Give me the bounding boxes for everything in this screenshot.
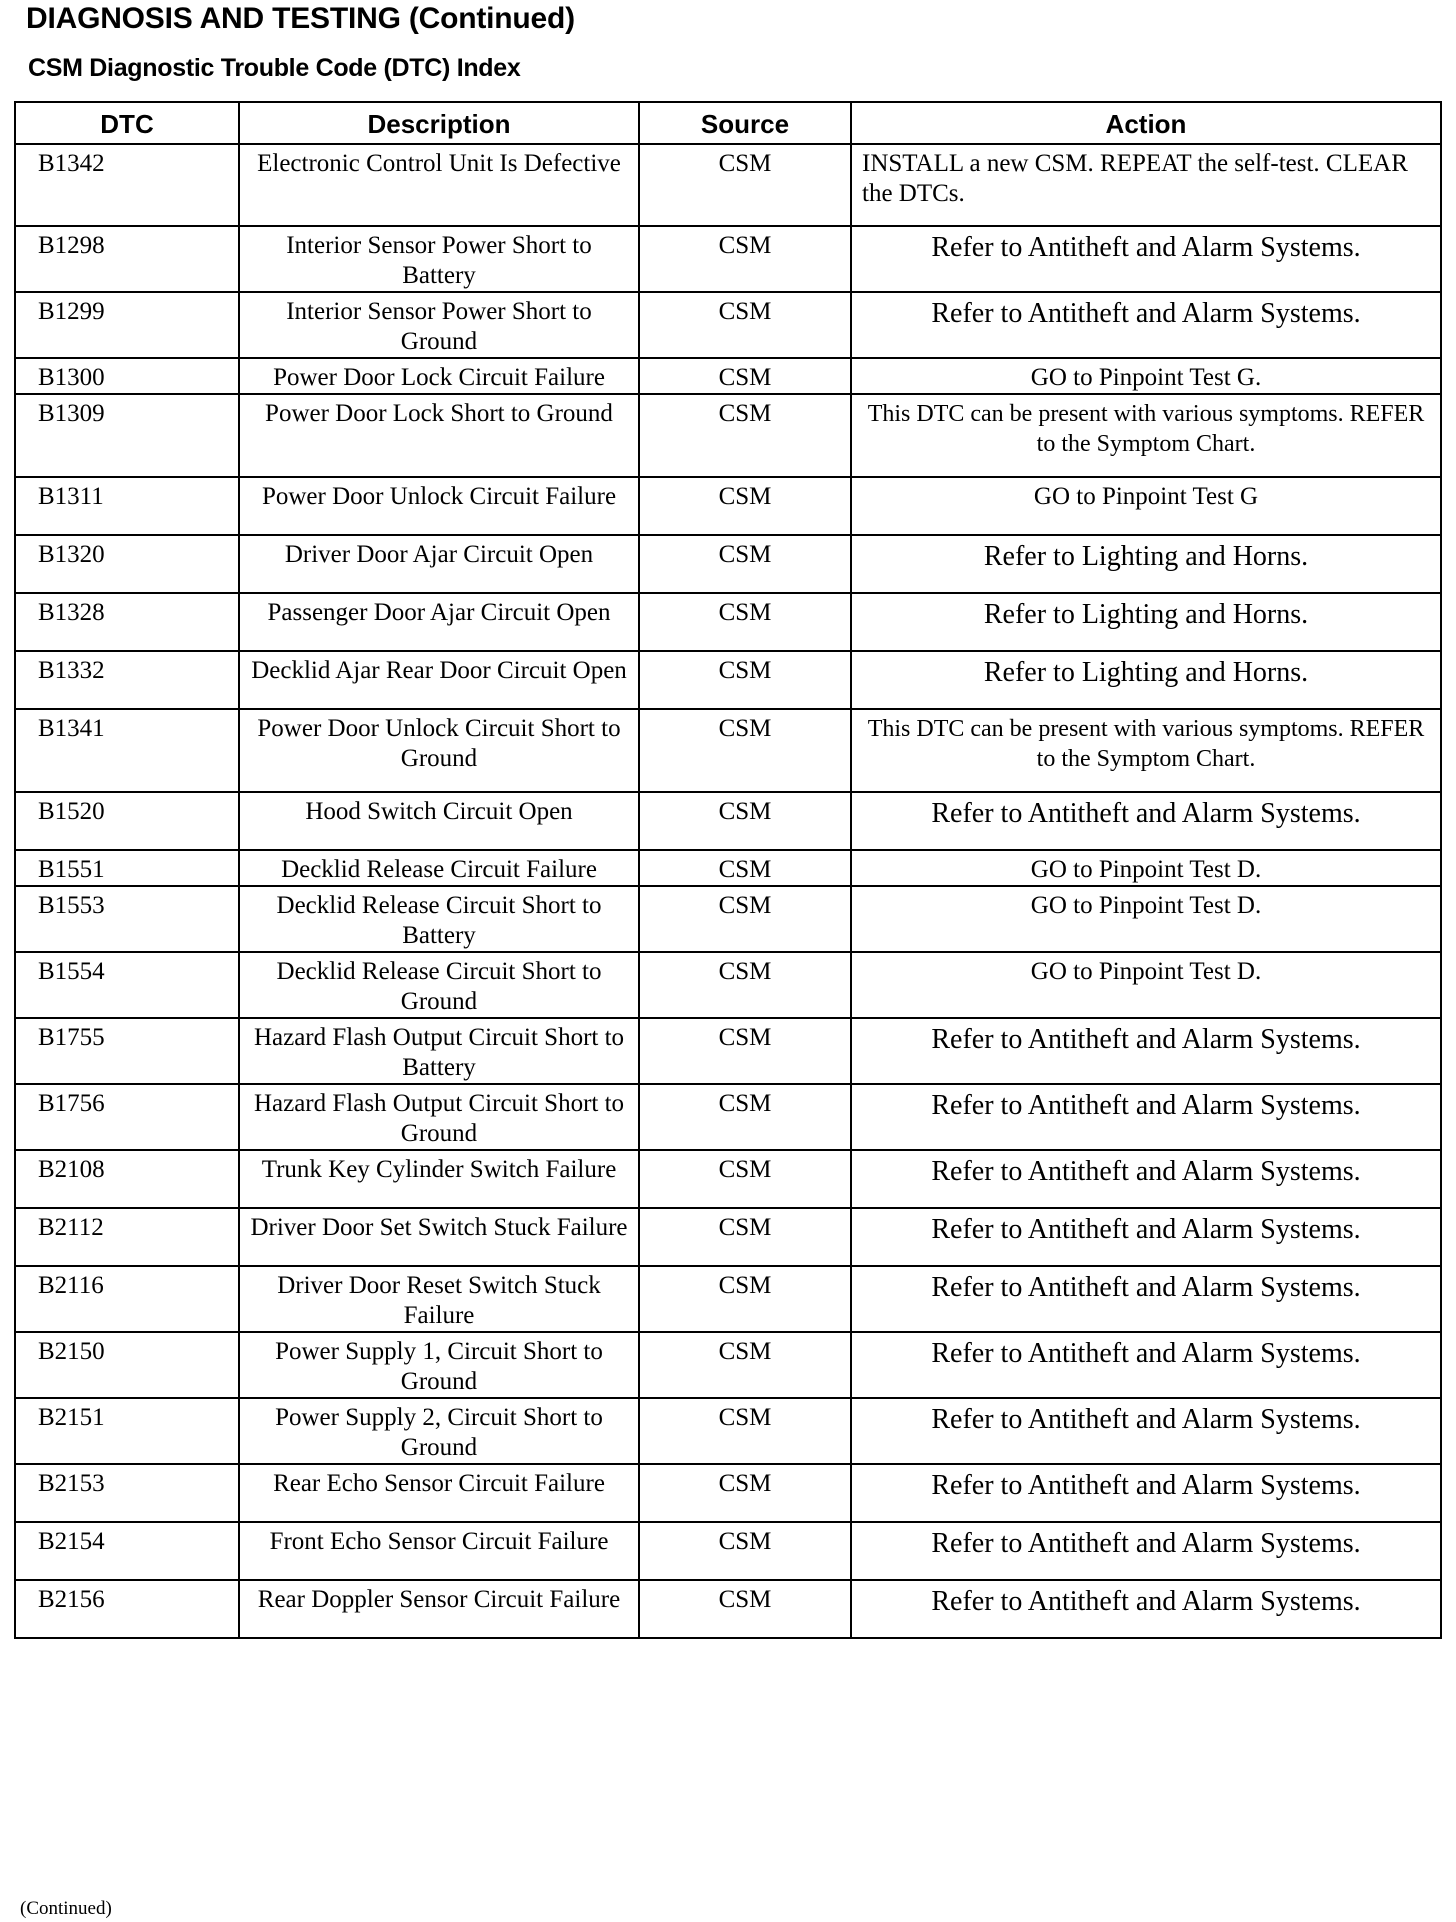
- dtc-source: CSM: [639, 1398, 851, 1464]
- dtc-source: CSM: [639, 709, 851, 792]
- dtc-action: INSTALL a new CSM. REPEAT the self-test. CLEAR the DTCs.: [851, 144, 1441, 226]
- table-row: [15, 394, 1441, 477]
- dtc-source: CSM: [639, 1266, 851, 1332]
- dtc-source: CSM: [639, 850, 851, 886]
- dtc-description: Power Door Unlock Circuit Short to Ground: [239, 709, 639, 792]
- dtc-source: CSM: [639, 886, 851, 952]
- dtc-action: This DTC can be present with various symptoms. REFER to the Symptom Chart.: [851, 709, 1441, 792]
- dtc-description: Electronic Control Unit Is Defective: [239, 144, 639, 226]
- dtc-action: Refer to Antitheft and Alarm Systems.: [851, 1580, 1441, 1638]
- dtc-source: CSM: [639, 792, 851, 850]
- dtc-description: Interior Sensor Power Short to Ground: [239, 292, 639, 358]
- dtc-description: Decklid Release Circuit Failure: [239, 850, 639, 886]
- dtc-code: B1551: [15, 850, 239, 886]
- table-row: [15, 1522, 1441, 1580]
- dtc-source: CSM: [639, 1580, 851, 1638]
- dtc-source: CSM: [639, 1522, 851, 1580]
- dtc-action: Refer to Antitheft and Alarm Systems.: [851, 792, 1441, 850]
- dtc-description: Trunk Key Cylinder Switch Failure: [239, 1150, 639, 1208]
- dtc-code: B1328: [15, 593, 239, 651]
- column-header-action: Action: [851, 102, 1441, 144]
- dtc-source: CSM: [639, 1150, 851, 1208]
- table-row: [15, 1464, 1441, 1522]
- dtc-action: GO to Pinpoint Test D.: [851, 952, 1441, 1018]
- table-header-row: [15, 102, 1441, 144]
- dtc-code: B1299: [15, 292, 239, 358]
- dtc-description: Rear Doppler Sensor Circuit Failure: [239, 1580, 639, 1638]
- dtc-description: Front Echo Sensor Circuit Failure: [239, 1522, 639, 1580]
- dtc-source: CSM: [639, 394, 851, 477]
- dtc-action: Refer to Antitheft and Alarm Systems.: [851, 1150, 1441, 1208]
- dtc-code: B1298: [15, 226, 239, 292]
- dtc-action: Refer to Antitheft and Alarm Systems.: [851, 1522, 1441, 1580]
- dtc-code: B2150: [15, 1332, 239, 1398]
- dtc-code: B2116: [15, 1266, 239, 1332]
- dtc-action: This DTC can be present with various symptoms. REFER to the Symptom Chart.: [851, 394, 1441, 477]
- dtc-source: CSM: [639, 1332, 851, 1398]
- dtc-code: B1341: [15, 709, 239, 792]
- column-header-dtc: DTC: [15, 102, 239, 144]
- dtc-source: CSM: [639, 651, 851, 709]
- dtc-description: Power Supply 1, Circuit Short to Ground: [239, 1332, 639, 1398]
- dtc-action: Refer to Antitheft and Alarm Systems.: [851, 1398, 1441, 1464]
- table-row: [15, 792, 1441, 850]
- dtc-code: B1332: [15, 651, 239, 709]
- dtc-description: Power Door Unlock Circuit Failure: [239, 477, 639, 535]
- table-title: CSM Diagnostic Trouble Code (DTC) Index: [28, 54, 521, 82]
- table-row: [15, 292, 1441, 358]
- table-row: [15, 1084, 1441, 1150]
- dtc-description: Decklid Release Circuit Short to Battery: [239, 886, 639, 952]
- dtc-description: Driver Door Ajar Circuit Open: [239, 535, 639, 593]
- dtc-code: B2153: [15, 1464, 239, 1522]
- dtc-source: CSM: [639, 477, 851, 535]
- dtc-source: CSM: [639, 535, 851, 593]
- dtc-source: CSM: [639, 593, 851, 651]
- dtc-code: B2154: [15, 1522, 239, 1580]
- table-row: [15, 358, 1441, 394]
- table-row: [15, 952, 1441, 1018]
- dtc-code: B1553: [15, 886, 239, 952]
- dtc-description: Hazard Flash Output Circuit Short to Ground: [239, 1084, 639, 1150]
- dtc-source: CSM: [639, 1018, 851, 1084]
- table-row: [15, 1332, 1441, 1398]
- column-header-description: Description: [239, 102, 639, 144]
- dtc-description: Interior Sensor Power Short to Battery: [239, 226, 639, 292]
- dtc-index-table: [14, 101, 1442, 1639]
- dtc-source: CSM: [639, 226, 851, 292]
- dtc-code: B1342: [15, 144, 239, 226]
- dtc-description: Decklid Ajar Rear Door Circuit Open: [239, 651, 639, 709]
- dtc-code: B1311: [15, 477, 239, 535]
- table-row: [15, 477, 1441, 535]
- dtc-action: Refer to Antitheft and Alarm Systems.: [851, 1332, 1441, 1398]
- table-row: [15, 709, 1441, 792]
- dtc-description: Decklid Release Circuit Short to Ground: [239, 952, 639, 1018]
- dtc-description: Driver Door Set Switch Stuck Failure: [239, 1208, 639, 1266]
- dtc-action: Refer to Antitheft and Alarm Systems.: [851, 1464, 1441, 1522]
- dtc-description: Power Door Lock Short to Ground: [239, 394, 639, 477]
- dtc-code: B2156: [15, 1580, 239, 1638]
- dtc-code: B1554: [15, 952, 239, 1018]
- dtc-code: B1520: [15, 792, 239, 850]
- dtc-code: B2112: [15, 1208, 239, 1266]
- table-row: [15, 1580, 1441, 1638]
- dtc-source: CSM: [639, 952, 851, 1018]
- dtc-description: Power Supply 2, Circuit Short to Ground: [239, 1398, 639, 1464]
- dtc-description: Rear Echo Sensor Circuit Failure: [239, 1464, 639, 1522]
- dtc-code: B2108: [15, 1150, 239, 1208]
- dtc-action: GO to Pinpoint Test D.: [851, 850, 1441, 886]
- dtc-description: Power Door Lock Circuit Failure: [239, 358, 639, 394]
- dtc-action: GO to Pinpoint Test G: [851, 477, 1441, 535]
- table-row: [15, 1208, 1441, 1266]
- dtc-source: CSM: [639, 358, 851, 394]
- dtc-code: B1309: [15, 394, 239, 477]
- table-row: [15, 886, 1441, 952]
- dtc-description: Passenger Door Ajar Circuit Open: [239, 593, 639, 651]
- dtc-action: Refer to Antitheft and Alarm Systems.: [851, 292, 1441, 358]
- dtc-source: CSM: [639, 1464, 851, 1522]
- table-row: [15, 850, 1441, 886]
- dtc-description: Hood Switch Circuit Open: [239, 792, 639, 850]
- dtc-description: Driver Door Reset Switch Stuck Failure: [239, 1266, 639, 1332]
- dtc-action: Refer to Lighting and Horns.: [851, 651, 1441, 709]
- dtc-source: CSM: [639, 1084, 851, 1150]
- dtc-code: B1300: [15, 358, 239, 394]
- dtc-code: B1756: [15, 1084, 239, 1150]
- dtc-code: B1320: [15, 535, 239, 593]
- column-header-source: Source: [639, 102, 851, 144]
- dtc-source: CSM: [639, 292, 851, 358]
- table-row: [15, 226, 1441, 292]
- dtc-code: B2151: [15, 1398, 239, 1464]
- table-row: [15, 1150, 1441, 1208]
- table-row: [15, 1018, 1441, 1084]
- dtc-action: Refer to Antitheft and Alarm Systems.: [851, 226, 1441, 292]
- table-row: [15, 144, 1441, 226]
- dtc-action: GO to Pinpoint Test G.: [851, 358, 1441, 394]
- page-title: DIAGNOSIS AND TESTING (Continued): [26, 2, 575, 35]
- continued-note: (Continued): [20, 1898, 112, 1919]
- dtc-action: Refer to Lighting and Horns.: [851, 593, 1441, 651]
- table-row: [15, 1266, 1441, 1332]
- dtc-action: Refer to Antitheft and Alarm Systems.: [851, 1266, 1441, 1332]
- dtc-description: Hazard Flash Output Circuit Short to Battery: [239, 1018, 639, 1084]
- table-row: [15, 651, 1441, 709]
- dtc-action: Refer to Lighting and Horns.: [851, 535, 1441, 593]
- dtc-source: CSM: [639, 1208, 851, 1266]
- dtc-action: Refer to Antitheft and Alarm Systems.: [851, 1084, 1441, 1150]
- dtc-source: CSM: [639, 144, 851, 226]
- dtc-action: Refer to Antitheft and Alarm Systems.: [851, 1208, 1441, 1266]
- dtc-action: Refer to Antitheft and Alarm Systems.: [851, 1018, 1441, 1084]
- table-row: [15, 593, 1441, 651]
- table-row: [15, 535, 1441, 593]
- dtc-code: B1755: [15, 1018, 239, 1084]
- table-row: [15, 1398, 1441, 1464]
- dtc-action: GO to Pinpoint Test D.: [851, 886, 1441, 952]
